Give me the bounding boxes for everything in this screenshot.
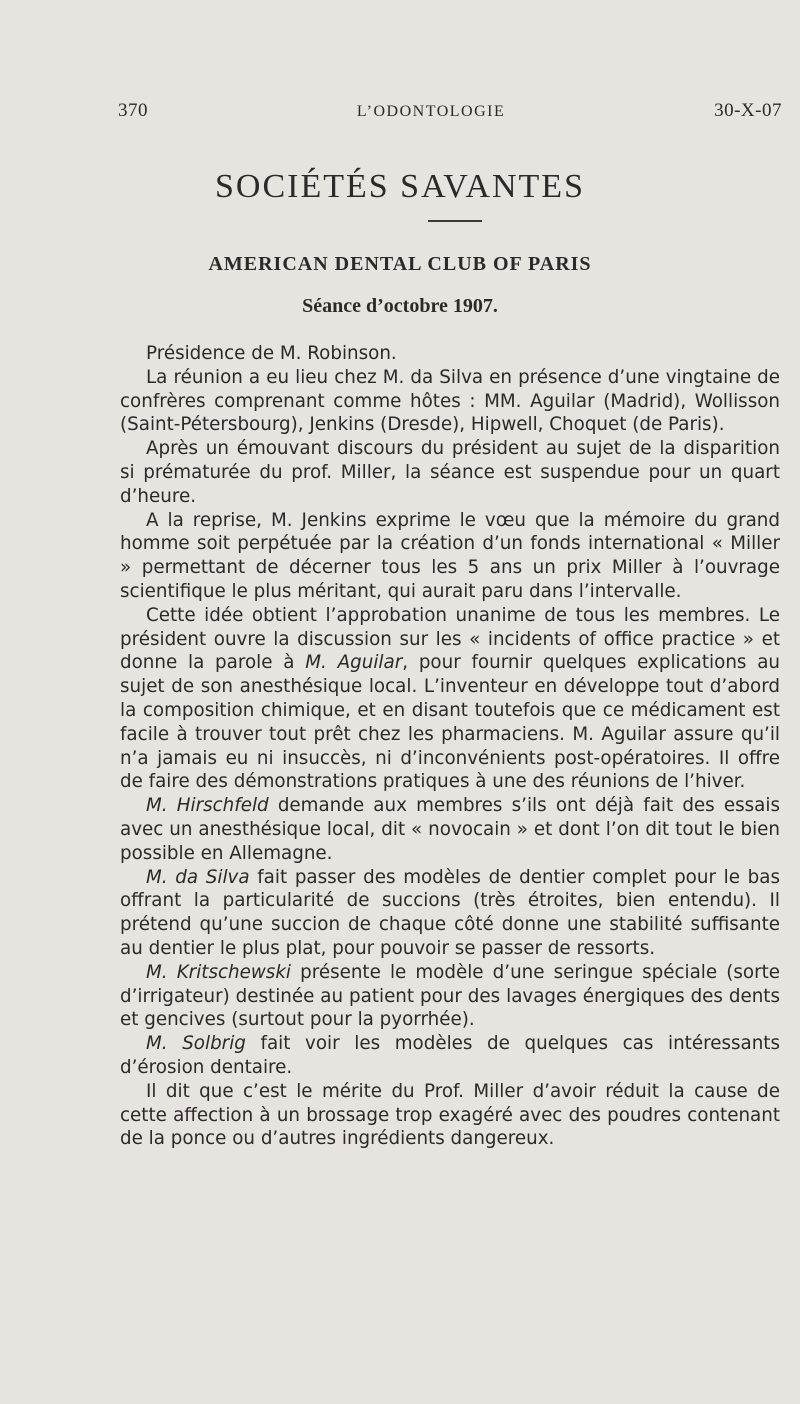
speaker-name: M. da Silva xyxy=(146,866,250,888)
speaker-name: M. Kritschewski xyxy=(146,961,291,983)
paragraph-text: La réunion a eu lieu chez M. da Silva en présence d’une vingtaine de confrères comprenant comme hôtes : MM. Aguilar (Madrid), Wollisson (Saint-Pétersbourg), Jenkins (Dresde), Hipwell, Choquet (de Paris). xyxy=(120,366,780,436)
paragraph-text: A la reprise, M. Jenkins exprime le vœu que la mémoire du grand homme soit perpétuée par la création d’un fonds international « Miller » permettant de décerner tous les 5 ans un prix Miller à l’ouvrage scientifique le plus méritant, qui aurait paru dans l’intervalle. xyxy=(120,509,780,602)
paragraph-text: Présidence de M. Robinson. xyxy=(146,343,397,364)
paragraph xyxy=(120,961,780,1032)
paragraph-text: Il dit que c’est le mérite du Prof. Miller d’avoir réduit la cause de cette affection à un brossage trop exagéré avec des poudres contenant de la ponce ou d’autres ingrédients dangereux. xyxy=(120,1080,780,1150)
paragraph-text: Après un émouvant discours du président au sujet de la disparition si prématurée du prof. Miller, la séance est suspendue pour un quart d’heure. xyxy=(120,438,780,507)
paragraph xyxy=(120,794,780,865)
section-title: SOCIÉTÉS SAVANTES xyxy=(215,168,585,205)
article-body xyxy=(120,342,780,1151)
club-title: AMERICAN DENTAL CLUB OF PARIS xyxy=(208,253,592,275)
paragraph-text: Cette idée obtient l’approbation unanime de tous les membres. Le président ouvre la discussion sur les « incidents of office practice » et donne la parole à xyxy=(120,604,780,674)
paragraph xyxy=(120,366,780,437)
issue-date: 30-X-07 xyxy=(714,100,782,121)
paragraph xyxy=(120,604,780,794)
paragraph xyxy=(120,1032,780,1080)
paragraph-text: , pour fournir quelques explications au sujet de son anesthésique local. L’inventeur en développe tout d’abord la composition chimique, et en disant toutefois que ce médicament est facile à trouver tout prêt chez les pharmaciens. M. Aguilar assure qu’il n’a jamais eu ni insuccès, ni d’inconvénients post-opératoires. Il offre de faire des démonstrations pratiques à une des réunions de l’hiver. xyxy=(120,652,780,793)
session-title: Séance d’octobre 1907. xyxy=(302,295,498,317)
paragraph xyxy=(120,866,780,961)
title-rule xyxy=(428,220,482,222)
paragraph-text: fait voir les modèles de quelques cas intéressants d’érosion dentaire. xyxy=(120,1033,780,1078)
paragraph xyxy=(120,342,780,366)
paragraph-text: présente le modèle d’une seringue spéciale (sorte d’irrigateur) destinée au patient pour des lavages énergiques des dents et gencives (surtout pour la pyorrhée). xyxy=(120,961,780,1031)
running-header xyxy=(118,100,782,122)
paragraph xyxy=(120,1080,780,1151)
paragraph-text: demande aux membres s’ils ont déjà fait des essais avec un anesthésique local, dit « novocain » et dont l’on dit tout le bien possible en Allemagne. xyxy=(120,795,780,864)
speaker-name: M. Solbrig xyxy=(146,1033,246,1055)
speaker-name: M. Aguilar xyxy=(305,652,403,674)
page-number: 370 xyxy=(118,100,148,121)
speaker-name: M. Hirschfeld xyxy=(146,795,269,817)
paragraph-text: fait passer des modèles de dentier complet pour le bas offrant la particularité de succions (très étroites, bien entendu). Il prétend qu’une succion de chaque côté donne une stabilité suffisante au dentier le plus plat, pour pouvoir se passer de ressorts. xyxy=(120,866,780,959)
journal-title: L’ODONTOLOGIE xyxy=(356,103,506,120)
paragraph xyxy=(120,509,780,604)
paragraph xyxy=(120,437,780,508)
